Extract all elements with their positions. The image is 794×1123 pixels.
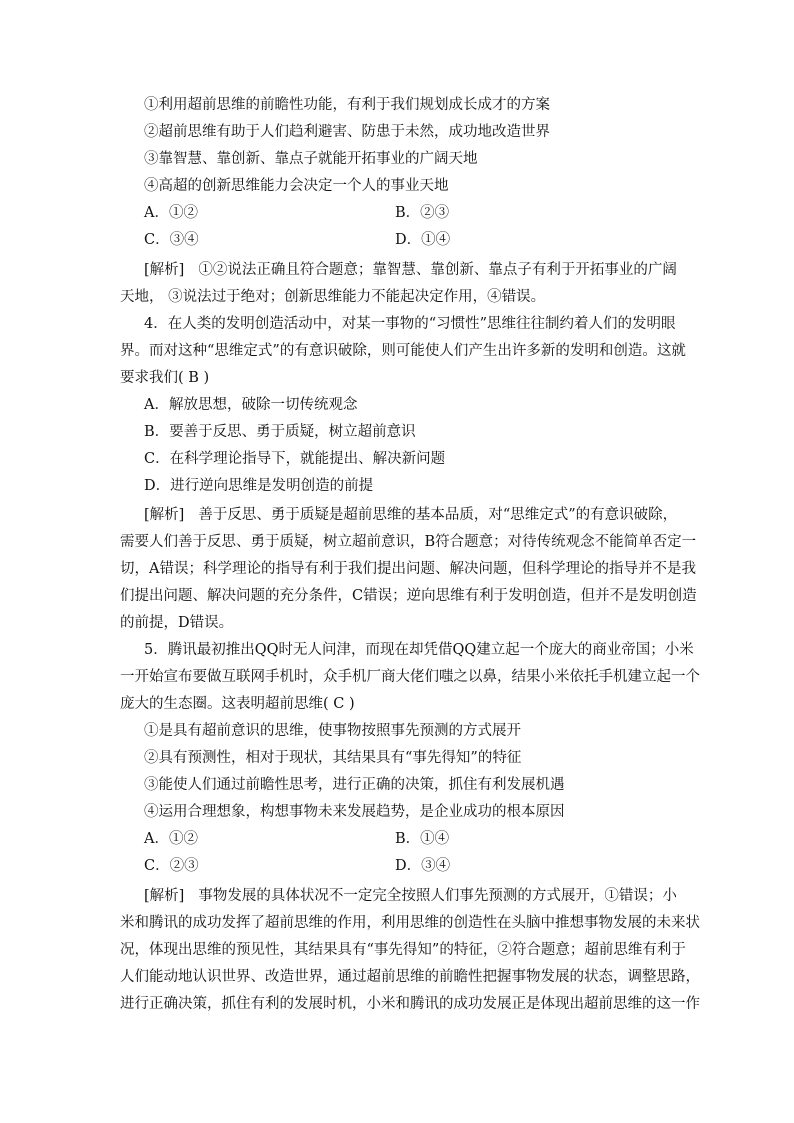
q4-choice-c: C．在科学理论指导下，就能提出、解决新问题: [144, 451, 446, 467]
q4-analysis-line-1: [解析] 善于反思、勇于质疑是超前思维的基本品质，对“思维定式”的有意识破除，: [144, 507, 678, 523]
q4-analysis-line-2: 需要人们善于反思、勇于质疑，树立超前意识，B符合题意；对待传统观念不能简单否定一: [120, 534, 697, 550]
q4-stem-line-3: 要求我们( B ): [120, 370, 210, 386]
q3-analysis-line-2: 天地， ③说法过于绝对；创新思维能力不能起决定作用，④错误。: [120, 289, 546, 305]
q3-option-c: C．③④: [144, 232, 199, 248]
q5-statement-2: ②具有预测性，相对于现状，其结果具有“事先得知”的特征: [144, 750, 522, 766]
q4-choice-a: A．解放思想，破除一切传统观念: [144, 397, 358, 413]
q3-statement-3: ③靠智慧、靠创新、靠点子就能开拓事业的广阔天地: [144, 151, 478, 167]
q4-choice-b: B．要善于反思、勇于质疑，树立超前意识: [144, 424, 416, 440]
q5-statement-1: ①是具有超前意识的思维，使事物按照事先预测的方式展开: [144, 723, 521, 739]
q3-statement-4: ④高超的创新思维能力会决定一个人的事业天地: [144, 178, 449, 194]
q5-option-a: A．①②: [144, 831, 198, 847]
q3-statement-2: ②超前思维有助于人们趋利避害、防患于未然，成功地改造世界: [144, 124, 550, 140]
q4-stem-line-2: 界。而对这种“思维定式”的有意识破除，则可能使人们产生出许多新的发明和创造。这就: [120, 343, 686, 359]
q4-analysis-line-3: 切，A错误；科学理论的指导有利于我们提出问题、解决问题，但科学理论的指导并不是我: [120, 561, 696, 577]
q5-stem-line-3: 庞大的生态圈。这表明超前思维( C ): [120, 696, 355, 712]
q3-statement-1: ①利用超前思维的前瞻性功能，有利于我们规划成长成才的方案: [144, 97, 550, 113]
q3-option-d: D．①④: [395, 232, 451, 248]
q5-option-d: D．③④: [395, 858, 451, 874]
q5-analysis-tag: [解析]: [144, 888, 185, 904]
q5-analysis-line-5: 进行正确决策，抓住有利的发展时机，小米和腾讯的成功发展正是体现出超前思维的这一作: [120, 996, 700, 1012]
q3-analysis-line-1: [解析] ①②说法正确且符合题意；靠智慧、靠创新、靠点子有利于开拓事业的广阔: [144, 262, 677, 278]
q4-choice-d: D．进行逆向思维是发明创造的前提: [144, 478, 374, 494]
q4-analysis-line-5: 的前提，D错误。: [120, 615, 234, 631]
q5-stem-line-2: 一开始宣布要做互联网手机时，众手机厂商大佬们嗤之以鼻，结果小米依托手机建立起一个: [120, 669, 700, 685]
q5-analysis-line-3: 况，体现出思维的预见性，其结果具有“事先得知”的特征，②符合题意；超前思维有利于: [120, 942, 686, 958]
q5-statement-4: ④运用合理想象，构想事物未来发展趋势，是企业成功的根本原因: [144, 804, 565, 820]
q5-stem-line-1: 5．腾讯最初推出QQ时无人问津，而现在却凭借QQ建立起一个庞大的商业帝国；小米: [144, 642, 694, 658]
q5-option-c: C．②③: [144, 858, 199, 874]
q4-stem-line-1: 4．在人类的发明创造活动中，对某一事物的“习惯性”思维往往制约着人们的发明眼: [144, 316, 676, 332]
q5-analysis-line-4: 人们能动地认识世界、改造世界，通过超前思维的前瞻性把握事物发展的状态，调整思路，: [120, 969, 700, 985]
q5-analysis-line-2: 米和腾讯的成功发挥了超前思维的作用，利用思维的创造性在头脑中推想事物发展的未来状: [120, 915, 700, 931]
q5-option-b: B．①④: [395, 831, 450, 847]
q3-option-b: B．②③: [395, 205, 450, 221]
q3-analysis-tag: [解析]: [144, 262, 185, 278]
q4-analysis-line-4: 们提出问题、解决问题的充分条件，C错误；逆向思维有利于发明创造，但并不是发明创造: [120, 588, 697, 604]
q5-analysis-line-1: [解析] 事物发展的具体状况不一定完全按照人们事先预测的方式展开，①错误；小: [144, 888, 677, 904]
q4-analysis-tag: [解析]: [144, 507, 185, 523]
q5-statement-3: ③能使人们通过前瞻性思考，进行正确的决策，抓住有利发展机遇: [144, 777, 565, 793]
q3-option-a: A．①②: [144, 205, 198, 221]
